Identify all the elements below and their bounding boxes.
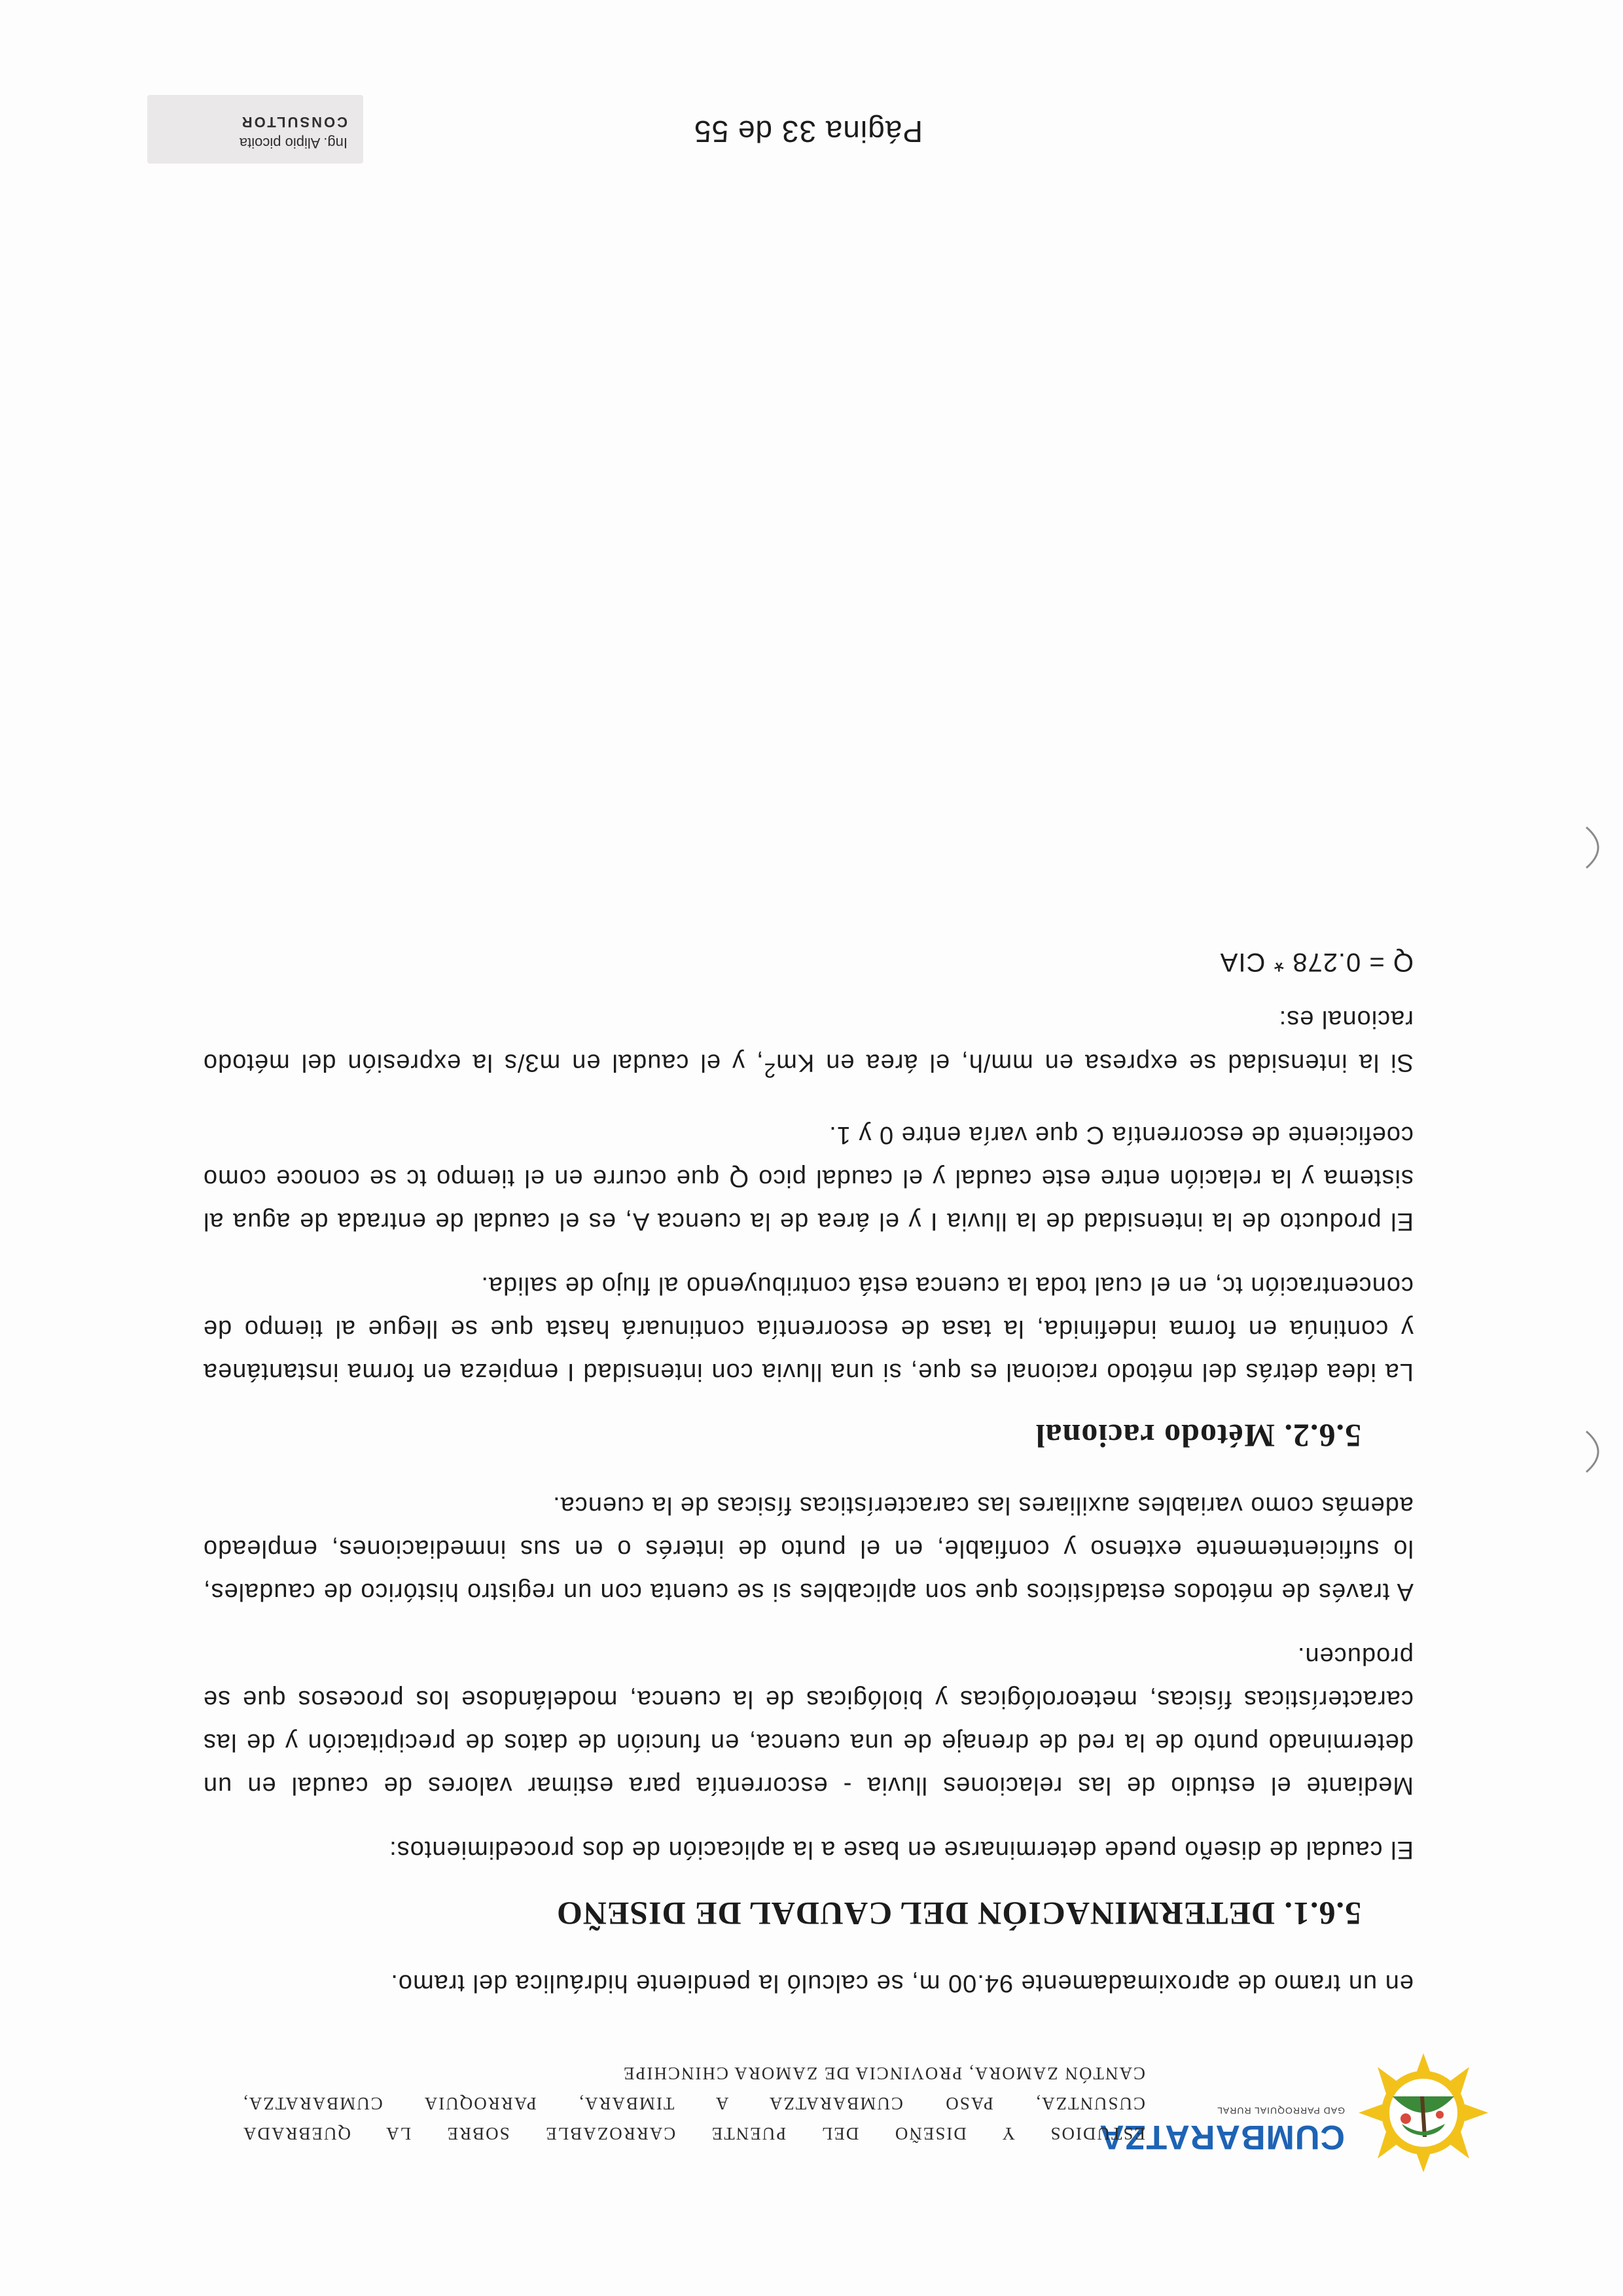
project-title xyxy=(242,2058,1145,2149)
brand-name: CUMBARATZA xyxy=(1099,2118,1345,2156)
cumbaratza-logo-icon xyxy=(1355,2051,1492,2175)
punch-hole-mark-icon xyxy=(1571,825,1623,870)
brand-tagline: GAD PARROQUIAL RURAL xyxy=(1217,2106,1345,2116)
stamp-role: CONSULTOR xyxy=(240,114,348,130)
project-title-line-2: CUSUNTZA, PASO CUMBARATZA A TIMBARA, PARROQUIA CUMBARATZA, xyxy=(242,2094,1145,2113)
units-superscript: 2 xyxy=(763,1059,776,1083)
units-text-start: Si la intensidad se expresa en mm/h, el área en Km xyxy=(776,1049,1414,1077)
rational-formula: Q = 0.278 * CIA xyxy=(1219,948,1414,977)
paragraph-runoff-coefficient: El producto de la intensidad de la lluvia I y el área de la cuenca A, es el caudal de entrada de agua al sistema y la relación entre este caudal y el caudal pico Q que ocurre en el tiempo tc se conoce como coeficiente de escorrentía C que varía entre 0 y 1. xyxy=(203,1121,1414,1235)
page-body xyxy=(203,947,1414,2005)
paragraph-units xyxy=(203,997,1414,1092)
stamp-name: Ing. Alipio picoita xyxy=(239,135,348,151)
punch-hole-mark-icon xyxy=(1571,1429,1623,1475)
consultant-stamp xyxy=(147,95,363,164)
paragraph-rational-idea: La idea detrás del método racional es que, si una lluvia con intensidad I empieza en forma instantánea y continúa en forma indefinida, la tasa de escorrentía continuará hasta que se llegue al tiempo de concentración tc, en el cual toda la cuenca está contribuyendo al flujo de salida. xyxy=(203,1272,1414,1386)
section-heading-5-6-2: 5.6.2. Método racional xyxy=(1035,1418,1361,1454)
page-number: Página 33 de 55 xyxy=(693,115,923,149)
paragraph-design-flow: El caudal de diseño puede determinarse en base a la aplicación de dos procedimientos: xyxy=(389,1836,1414,1863)
project-title-line-3: CANTÓN ZAMORA, PROVINCIA DE ZAMORA CHINCHIPE xyxy=(622,2064,1145,2083)
page-header xyxy=(131,2044,1492,2175)
paragraph-statistical-methods: A través de métodos estadísticos que son aplicables si se cuenta con un registro histórico de caudales, lo suficientemente extenso y confiable, en el punto de interés o en sus inmediaciones, empleado además como variables auxiliares las características físicas de la cuenca. xyxy=(203,1492,1414,1605)
paragraph-rainfall-runoff: Mediante el estudio de las relaciones lluvia - escorrentía para estimar valores de caudal en un determinado punto de la red de drenaje de una cuenca, en función de datos de precipitación y de las características físicas, meteorológicas y biológicas de la cuenca, modelándose los procesos que se producen. xyxy=(203,1642,1414,1799)
section-heading-5-6-1: 5.6.1. DETERMINACIÓN DEL CAUDAL DE DISEÑO xyxy=(556,1895,1361,1932)
units-text-end: , y el caudal en m3/s la expresión del método racional es: xyxy=(203,1005,1414,1077)
intro-paragraph: en un tramo de aproximadamente 94.00 m, se calculó la pendiente hidráulica del tramo. xyxy=(390,1969,1414,1997)
project-title-line-1: ESTUDIOS Y DISEÑO DEL PUENTE CARROZABLE SOBRE LA QUEBRADA xyxy=(242,2124,1145,2144)
